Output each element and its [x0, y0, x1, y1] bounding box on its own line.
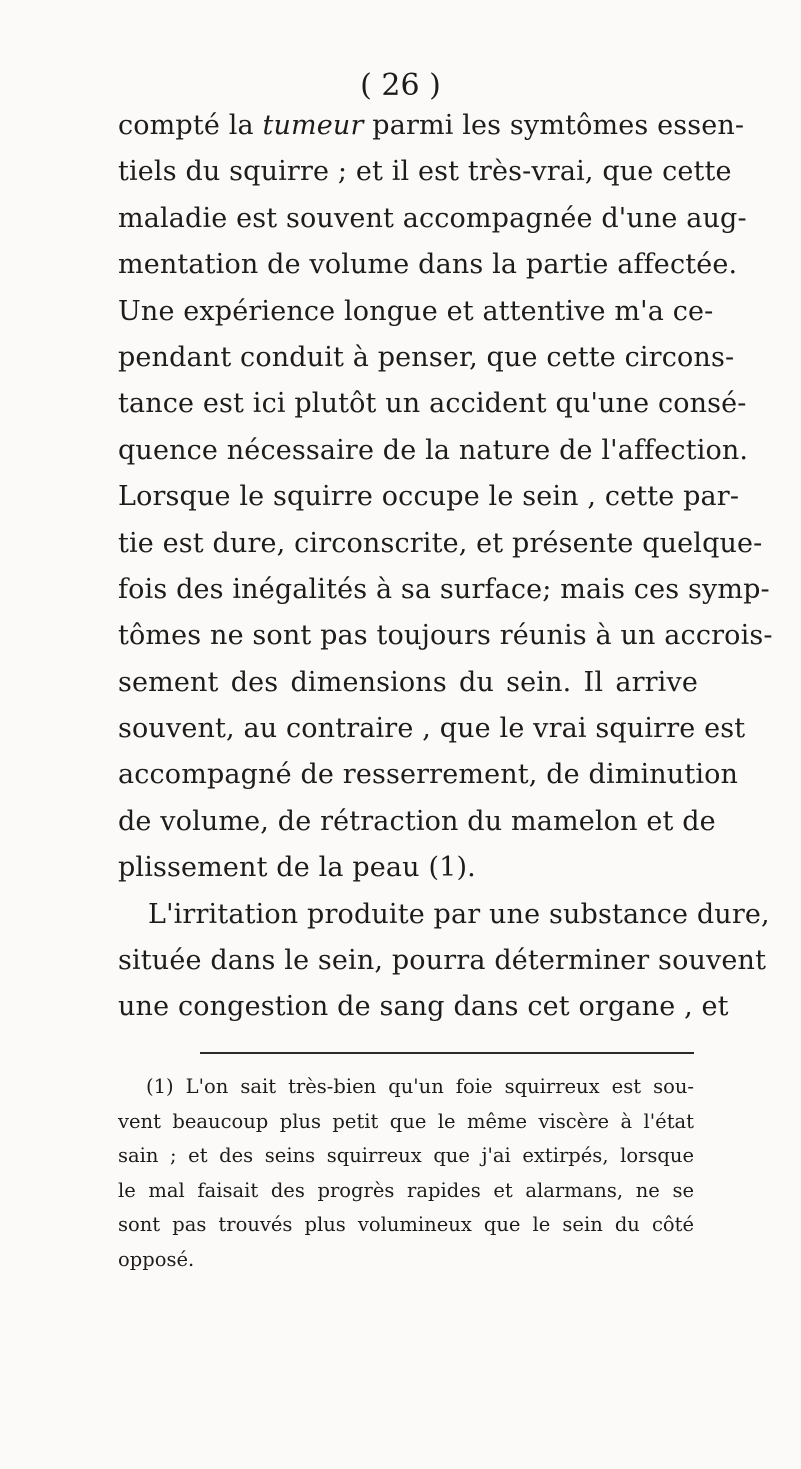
- text-line: tance est ici plutôt un accident qu'une consé-: [118, 388, 747, 420]
- text-line: mentation de volume dans la partie affectée.: [118, 249, 738, 281]
- text-line: souvent, au contraire , que le vrai squirre est: [118, 713, 746, 745]
- text-line: plissement de la peau (1).: [118, 852, 476, 884]
- footnote-line: sont pas trouvés plus volumineux que le sein du côté: [118, 1213, 694, 1237]
- footnote-line: vent beaucoup plus petit que le même viscère à l'état: [118, 1109, 694, 1133]
- text-line: [118, 103, 745, 149]
- text-line: de volume, de rétraction du mamelon et de: [118, 805, 716, 837]
- page-number: ( 26 ): [360, 68, 441, 103]
- footnote-line: sain ; et des seins squirreux que j'ai extirpés, lorsque: [118, 1144, 694, 1168]
- text-line: une congestion de sang dans cet organe , et: [118, 991, 729, 1023]
- text-line: située dans le sein, pourra déterminer souvent: [118, 945, 767, 977]
- text-line: tiels du squirre ; et il est très-vrai, que cette: [118, 156, 732, 188]
- text-line: sement des dimensions du sein. Il arrive: [118, 666, 698, 698]
- footnote-line: le mal faisait des progrès rapides et alarmans, ne se: [118, 1178, 694, 1202]
- emphasis-word: tumeur: [262, 110, 364, 141]
- text-line: accompagné de resserrement, de diminution: [118, 759, 739, 791]
- footnote-line: (1) L'on sait très-bien qu'un foie squirreux est sou-: [146, 1075, 694, 1098]
- text-line: L'irritation produite par une substance dure,: [148, 898, 770, 930]
- text-line: quence nécessaire de la nature de l'affection.: [118, 434, 749, 466]
- text-segment: parmi les symtômes essen-: [363, 110, 745, 141]
- footnote: [118, 1070, 694, 1278]
- text-line: tie est dure, circonscrite, et présente quelque-: [118, 527, 763, 559]
- text-line: tômes ne sont pas toujours réunis à un accrois-: [118, 620, 773, 652]
- text-line: Lorsque le squirre occupe le sein , cette par-: [118, 481, 740, 513]
- footnote-divider: [200, 1052, 694, 1054]
- text-line: fois des inégalités à sa surface; mais ces symp-: [118, 573, 770, 605]
- text-line: maladie est souvent accompagnée d'une aug-: [118, 202, 747, 234]
- footnote-line: opposé.: [118, 1247, 195, 1271]
- text-segment: compté la: [118, 110, 263, 141]
- text-line: Une expérience longue et attentive m'a ce-: [118, 295, 714, 327]
- body-text: [118, 103, 773, 1031]
- text-line: pendant conduit à penser, que cette circons-: [118, 341, 735, 373]
